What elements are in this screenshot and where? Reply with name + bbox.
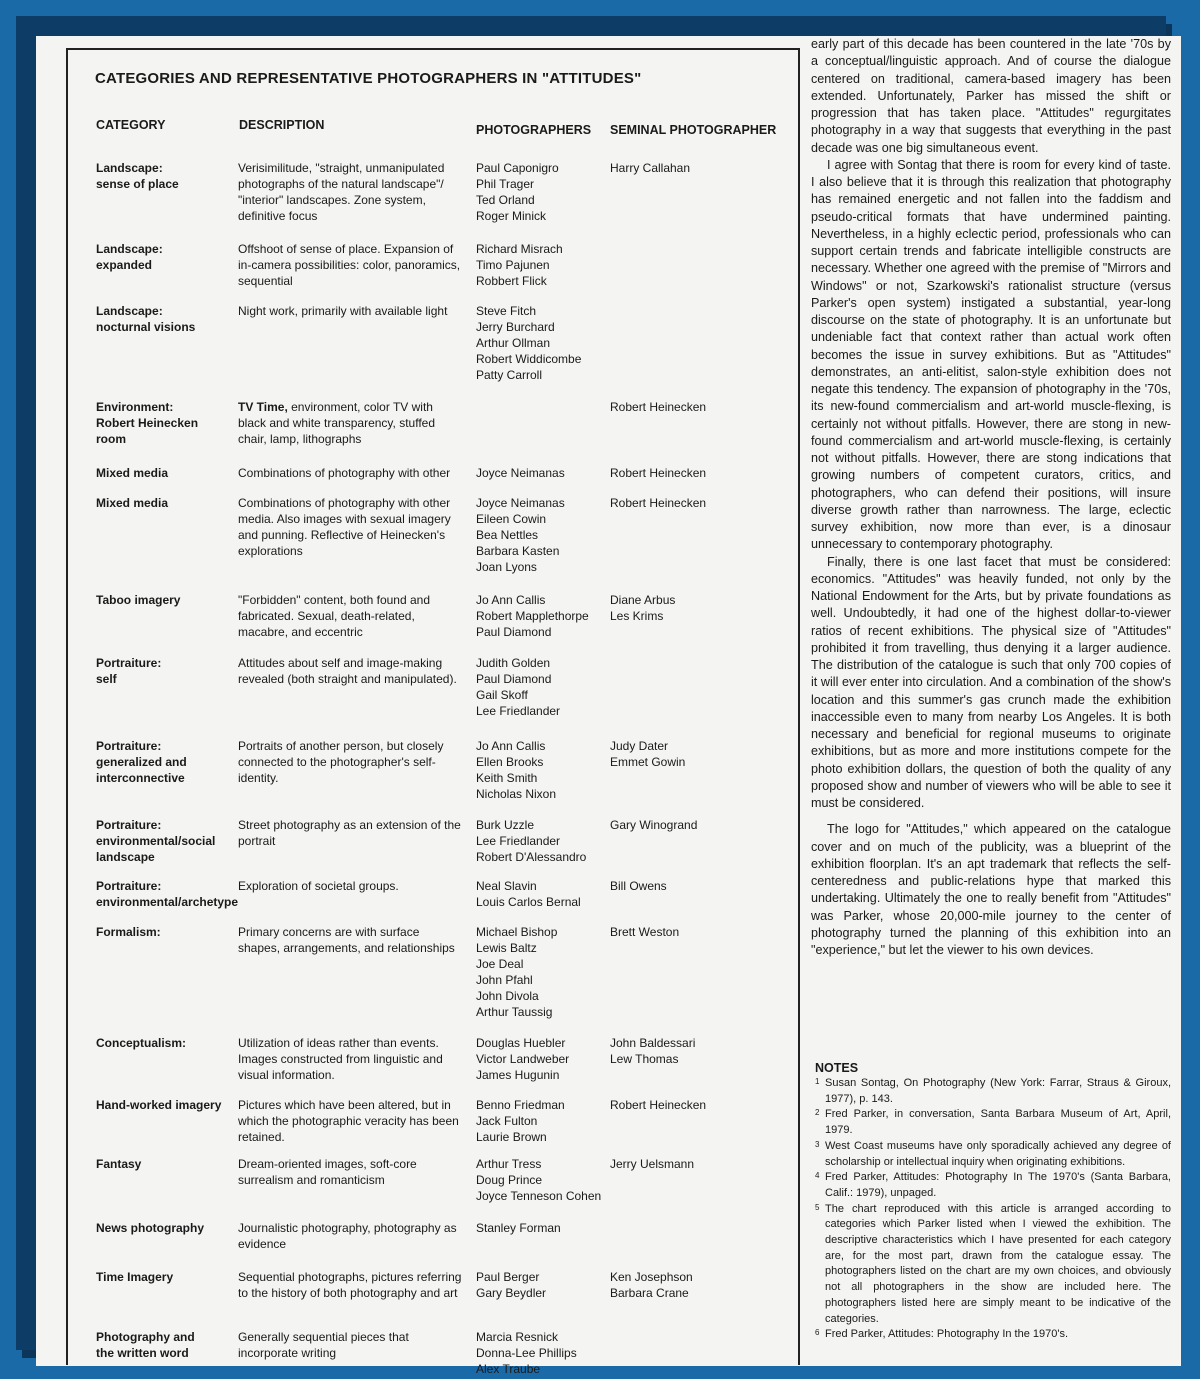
row-seminal-photographer	[610, 924, 780, 940]
note-text: West Coast museums have only sporadically achieved any degree of scholarship or intellectual inquiry when originating exhibitions.	[825, 1139, 1171, 1168]
row-category: Landscape: nocturnal visions	[96, 304, 196, 334]
row-photographers	[476, 1156, 616, 1204]
photographer-name: Joe Deal	[476, 957, 524, 971]
row-category: Portraiture: self	[96, 656, 162, 686]
photographer-name: John Divola	[476, 989, 539, 1003]
row-category: Environment: Robert Heinecken room	[96, 400, 199, 446]
photographer-name: Timo Pajunen	[476, 258, 550, 272]
seminal-photographer-name: Lew Thomas	[610, 1052, 679, 1066]
photographer-name: Robbert Flick	[476, 274, 547, 288]
categories-table	[66, 48, 800, 1376]
note-item	[815, 1076, 1171, 1107]
row-category: Portraiture: environmental/archetype	[96, 879, 239, 909]
photographer-name: Keith Smith	[476, 771, 538, 785]
photographer-name: Alex Traube	[476, 1362, 541, 1376]
photographer-name: Paul Diamond	[476, 625, 552, 639]
note-text: Susan Sontag, On Photography (New York: Farrar, Straus & Giroux, 1977), p. 143.	[825, 1077, 1171, 1105]
note-text: Fred Parker, in conversation, Santa Barbara Museum of Art, April, 1979.	[825, 1108, 1171, 1137]
seminal-photographer-name: Barbara Crane	[610, 1286, 689, 1300]
row-photographers	[476, 1097, 616, 1145]
notes-list	[815, 1076, 1171, 1343]
article-paragraph: The logo for "Attitudes," which appeared on the catalogue cover and on much of the publicity, was a blueprint of the exhibition floorplan. It's an apt trademark that reflects the self-centeredness and public-relations hype that marked this undertaking. Ultimately the one to really benefit from "Attitudes" was Parker, whose 20,000-mile journey to the center of photography turned the planning of this exhibition into an "experience," but let the viewer to his own devices.	[811, 822, 1171, 957]
row-seminal-photographer	[610, 399, 780, 415]
photographer-name: Jo Ann Callis	[476, 739, 546, 753]
row-photographers	[476, 465, 616, 481]
row-description: Journalistic photography, photography as evidence	[238, 1221, 457, 1251]
photographer-name: Doug Prince	[476, 1173, 543, 1187]
photographer-name: Laurie Brown	[476, 1130, 547, 1144]
scanned-page	[36, 36, 1181, 1376]
row-seminal-photographer	[610, 495, 780, 511]
photographer-name: Neal Slavin	[476, 879, 537, 893]
seminal-photographer-name: Brett Weston	[610, 925, 680, 939]
row-seminal-photographer	[610, 738, 780, 770]
photographer-name: Donna-Lee Phillips	[476, 1346, 577, 1360]
row-photographers	[476, 160, 616, 224]
row-category: Conceptualism:	[96, 1036, 187, 1050]
photographer-name: Arthur Ollman	[476, 336, 551, 350]
row-description: Offshoot of sense of place. Expansion of in-camera possibilities: color, panoramics, sequential	[238, 242, 461, 288]
row-description	[238, 399, 463, 447]
row-description: "Forbidden" content, both found and fabricated. Sexual, death-related, macabre, and eccentric	[238, 593, 430, 639]
photographer-name: Judith Golden	[476, 656, 551, 670]
row-photographers	[476, 1220, 616, 1236]
seminal-photographer-name: Emmet Gowin	[610, 755, 686, 769]
row-description: Exploration of societal groups.	[238, 879, 399, 893]
photographer-name: Robert D'Alessandro	[476, 850, 587, 864]
photographer-name: Ted Orland	[476, 193, 535, 207]
row-photographers	[476, 655, 616, 719]
row-photographers	[476, 1329, 616, 1377]
seminal-photographer-name: Gary Winogrand	[610, 818, 698, 832]
photographer-name: Steve Fitch	[476, 304, 537, 318]
photographer-name: James Hugunin	[476, 1068, 560, 1082]
seminal-photographer-name: Robert Heinecken	[610, 400, 707, 414]
row-seminal-photographer	[610, 878, 780, 894]
row-photographers	[476, 495, 616, 575]
row-description: Night work, primarily with available light	[238, 304, 448, 318]
row-description-bold: TV Time,	[238, 400, 288, 414]
seminal-photographer-name: Robert Heinecken	[610, 1098, 707, 1112]
row-description: Verisimilitude, "straight, unmanipulated photographs of the natural landscape"/ "interior" landscapes. Zone system, definitive focus	[238, 161, 445, 223]
row-photographers	[476, 592, 616, 640]
note-number: 6	[815, 1328, 820, 1338]
row-seminal-photographer	[610, 160, 780, 176]
photographer-name: Barbara Kasten	[476, 544, 560, 558]
row-description-text: environment, color TV with black and white transparency, stuffed chair, lamp, lithographs	[238, 400, 436, 446]
row-category: Portraiture: generalized and interconnective	[96, 739, 187, 785]
note-item	[815, 1170, 1171, 1201]
row-description: Sequential photographs, pictures referring to the history of both photography and art	[238, 1270, 462, 1300]
notes-heading: NOTES	[815, 1061, 859, 1075]
photographer-name: Douglas Huebler	[476, 1036, 566, 1050]
row-category: Mixed media	[96, 466, 169, 480]
row-seminal-photographer	[610, 1156, 780, 1172]
photographer-name: Arthur Tress	[476, 1157, 542, 1171]
photographer-name: Victor Landweber	[476, 1052, 570, 1066]
row-category: Portraiture: environmental/social landscape	[96, 818, 216, 864]
photographer-name: Robert Mapplethorpe	[476, 609, 589, 623]
row-seminal-photographer	[610, 465, 780, 481]
page-frame	[16, 16, 1171, 1376]
row-category: Taboo imagery	[96, 593, 181, 607]
note-text: The chart reproduced with this article is arranged according to categories which Parker listed when I viewed the exhibition. The descriptive characteristics which I have presented for each category are, for the most part, drawn from the catalogue essay. The photographers listed on the chart are my own choices, and obviously not all photographers in the show are included here. The photographers listed here are simply meant to be indicative of the categories.	[825, 1202, 1171, 1325]
row-description: Combinations of photography with other	[238, 466, 451, 480]
photographer-name: Joyce Neimanas	[476, 466, 565, 480]
note-text: Fred Parker, Attitudes: Photography In the 1970's.	[825, 1328, 1069, 1341]
seminal-photographer-name: Robert Heinecken	[610, 466, 707, 480]
row-seminal-photographer	[610, 1097, 780, 1113]
photographer-name: Nicholas Nixon	[476, 787, 557, 801]
photographer-name: Gail Skoff	[476, 688, 528, 702]
photographer-name: Burk Uzzle	[476, 818, 535, 832]
table-title: CATEGORIES AND REPRESENTATIVE PHOTOGRAPHERS IN "ATTITUDES"	[95, 70, 642, 87]
row-photographers	[476, 241, 616, 289]
row-seminal-photographer	[610, 817, 780, 833]
row-category: Hand-worked imagery	[96, 1098, 222, 1112]
seminal-photographer-name: Judy Dater	[610, 739, 669, 753]
row-description: Primary concerns are with surface shapes, arrangements, and relationships	[238, 925, 455, 955]
photographer-name: Louis Carlos Bernal	[476, 895, 581, 909]
row-category: Photography and the written word	[96, 1330, 195, 1360]
photographer-name: Joan Lyons	[476, 560, 537, 574]
note-text: Fred Parker, Attitudes: Photography In The 1970's (Santa Barbara, Calif.: 1979), unpaged.	[825, 1171, 1171, 1199]
seminal-photographer-name: Harry Callahan	[610, 161, 691, 175]
photographer-name: Paul Berger	[476, 1270, 540, 1284]
note-number: 4	[815, 1171, 820, 1181]
photographer-name: Jack Fulton	[476, 1114, 538, 1128]
row-description: Generally sequential pieces that incorporate writing	[238, 1330, 409, 1360]
photographer-name: Bea Nettles	[476, 528, 539, 542]
row-category: Formalism:	[96, 925, 161, 939]
seminal-photographer-name: Bill Owens	[610, 879, 667, 893]
note-number: 5	[815, 1202, 820, 1212]
row-category: Landscape: expanded	[96, 242, 163, 272]
photographer-name: Joyce Tenneson Cohen	[476, 1189, 602, 1203]
note-number: 1	[815, 1077, 820, 1086]
row-description: Dream-oriented images, soft-core surrealism and romanticism	[238, 1157, 417, 1187]
photographer-name: Richard Misrach	[476, 242, 563, 256]
header-photographers: PHOTOGRAPHERS	[476, 123, 592, 137]
photographer-name: Ellen Brooks	[476, 755, 544, 769]
row-seminal-photographer	[610, 592, 780, 624]
article-paragraph: early part of this decade has been countered in the late '70s by a conceptual/linguistic approach. And of course the dialogue centered on traditional, camera-based imagery has been extended. Unfortunately, Parker has missed the shift or progression that has taken place. "Attitudes" regurgitates photography in a way that suggests that everything in the past decade was one big simultaneous event.	[811, 37, 1171, 155]
row-description: Pictures which have been altered, but in which the photographic veracity has been retained.	[238, 1098, 459, 1144]
photographer-name: Lewis Baltz	[476, 941, 537, 955]
note-item	[815, 1107, 1171, 1138]
seminal-photographer-name: Les Krims	[610, 609, 664, 623]
photographer-name: Benno Friedman	[476, 1098, 565, 1112]
photographer-name: Jerry Burchard	[476, 320, 555, 334]
article-paragraph: Finally, there is one last facet that must be considered: economics. "Attitudes" was heavily funded, not only by the National Endowment for the Arts, but by private foundations as well. Undoubtedly, it had one of the highest dollar-to-viewer ratios of recent exhibitions. The physical size of "Attitudes" prohibited it from travelling, thus denying it a larger audience. The distribution of the catalogue is such that only 700 copies of it will ever enter into circulation. And a combination of the show's location and this summer's gas crunch made the exhibition inaccessible even to many from nearby Los Angeles. It is both necessary and beneficial for regional museums to originate exhibitions, but as more and more institutions compete for the photo exhibition dollars, the question of both the quality of any proposed show and number of viewers who will be able to see it must be considered.	[811, 554, 1171, 810]
row-photographers	[476, 303, 616, 383]
header-description: DESCRIPTION	[239, 118, 325, 132]
seminal-photographer-name: Robert Heinecken	[610, 496, 707, 510]
row-category: Fantasy	[96, 1157, 142, 1171]
note-item	[815, 1139, 1171, 1170]
row-photographers	[476, 878, 616, 910]
photographer-name: Eileen Cowin	[476, 512, 547, 526]
photographer-name: Paul Caponigro	[476, 161, 559, 175]
photographer-name: Michael Bishop	[476, 925, 558, 939]
row-photographers	[476, 1035, 616, 1083]
row-seminal-photographer	[610, 1269, 780, 1301]
photographer-name: Arthur Taussig	[476, 1005, 553, 1019]
seminal-photographer-name: John Baldessari	[610, 1036, 696, 1050]
seminal-photographer-name: Diane Arbus	[610, 593, 676, 607]
row-seminal-photographer	[610, 1035, 780, 1067]
row-description: Street photography as an extension of the portrait	[238, 818, 461, 848]
row-description: Portraits of another person, but closely connected to the photographer's self-identity.	[238, 739, 444, 785]
row-description: Attitudes about self and image-making revealed (both straight and manipulated).	[238, 656, 457, 686]
note-item	[815, 1327, 1171, 1343]
row-category: Time Imagery	[96, 1270, 174, 1284]
header-category: CATEGORY	[96, 118, 166, 132]
photographer-name: Patty Carroll	[476, 368, 543, 382]
header-seminal: SEMINAL PHOTOGRAPHER	[610, 123, 777, 137]
article-paragraph: I agree with Sontag that there is room for every kind of taste. I also believe that it is through this realization that photography has remained energetic and not fallen into the faddism and pseudo-critical formats that have undermined painting. Nevertheless, in a highly eclectic period, professionals who can support certain trends and fabricate intelligible constructs are necessary. Whether one agreed with the premise of "Mirrors and Windows" or not, Szarkowski's rationalist structure (versus Parker's open system) instigated a substantial, year-long discourse on the state of photography. It is an unfortunate but undeniable fact that context rather than actual work often becomes the issue in survey exhibitions. But as "Attitudes" demonstrates, an anti-elitist, salon-style exhibition does not negate this tendency. The expansion of photography in the '70s, its new-found commercialism and art-world muscle-flexing, is certainly not without pitfalls. However, there are stong in new-found commercialism and art-world muscle-flexing, is certainly not without pitfalls. However, there are stong indications that growing numbers of competent curators, critics, and photographers, who can defend their positions, will insure diverse growth rather than narrowness. The large, eclectic survey exhibition, now more than ever, is a dinosaur unnecessary to contemporary photography.	[811, 157, 1171, 552]
photographer-name: Phil Trager	[476, 177, 535, 191]
photographer-name: Robert Widdicombe	[476, 352, 582, 366]
note-number: 3	[815, 1139, 820, 1149]
row-category: News photography	[96, 1221, 205, 1235]
row-description: Utilization of ideas rather than events. Images constructed from linguistic and visual information.	[238, 1036, 443, 1082]
photographer-name: Joyce Neimanas	[476, 496, 565, 510]
row-category: Landscape: sense of place	[96, 161, 179, 191]
row-photographers	[476, 1269, 616, 1301]
note-item	[815, 1202, 1171, 1328]
row-photographers	[476, 817, 616, 865]
row-description: Combinations of photography with other media. Also images with sexual imagery and punning. Reflective of Heinecken's explorations	[238, 496, 451, 558]
seminal-photographer-name: Jerry Uelsmann	[610, 1157, 695, 1171]
row-photographers	[476, 924, 616, 1020]
photographer-name: John Pfahl	[476, 973, 533, 987]
photographer-name: Marcia Resnick	[476, 1330, 559, 1344]
photographer-name: Paul Diamond	[476, 672, 552, 686]
note-number: 2	[815, 1108, 820, 1118]
row-category: Mixed media	[96, 496, 169, 510]
row-photographers	[476, 738, 616, 802]
photographer-name: Stanley Forman	[476, 1221, 561, 1235]
photographer-name: Jo Ann Callis	[476, 593, 546, 607]
seminal-photographer-name: Ken Josephson	[610, 1270, 693, 1284]
photographer-name: Gary Beydler	[476, 1286, 547, 1300]
photographer-name: Lee Friedlander	[476, 834, 561, 848]
photographer-name: Lee Friedlander	[476, 704, 561, 718]
article-column	[811, 36, 1171, 959]
photographer-name: Roger Minick	[476, 209, 547, 223]
